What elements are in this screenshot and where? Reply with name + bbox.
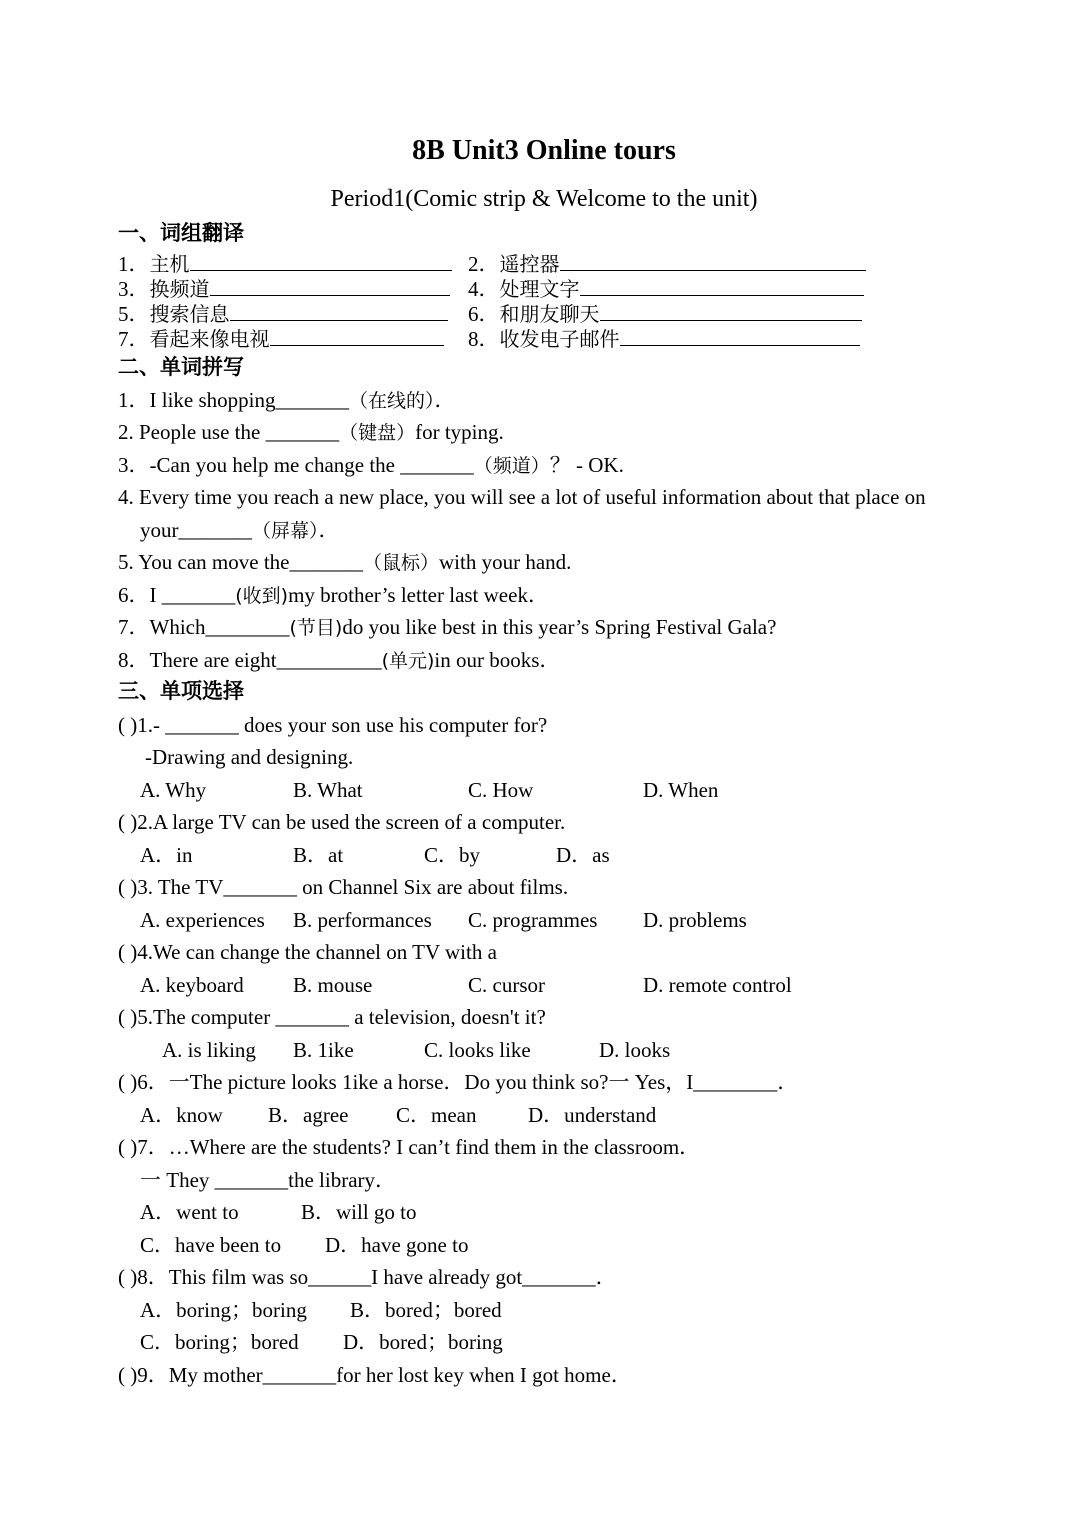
option: A. Why xyxy=(140,778,207,802)
page-subtitle: Period1(Comic strip & Welcome to the unit) xyxy=(330,186,758,212)
spelling-item-continued: your_______（屏幕）． xyxy=(140,518,340,542)
option: A．know xyxy=(140,1103,223,1127)
vocab-item: 1．主机 xyxy=(118,250,452,276)
option: A．in xyxy=(140,843,193,867)
question-stem: ( )7．…Where are the students? I can’t find them in the classroom． xyxy=(118,1135,701,1159)
option: A. keyboard xyxy=(140,973,244,997)
question-stem: ( )5.The computer _______ a television, doesn't it? xyxy=(118,1005,546,1029)
option: A．boring；boring xyxy=(140,1298,307,1322)
spelling-item: 6．I _______(收到)my brother’s letter last week． xyxy=(118,583,549,607)
option: B．agree xyxy=(268,1103,349,1127)
spelling-item: 4. Every time you reach a new place, you will see a lot of useful information about that place on xyxy=(118,485,926,509)
option: C. looks like xyxy=(424,1038,531,1062)
vocab-item: 4．处理文字 xyxy=(468,275,864,301)
question-stem: ( )8．This film was so______I have already got_______． xyxy=(118,1265,617,1289)
question-stem: ( )1.- _______ does your son use his computer for? xyxy=(118,713,548,737)
answer-blank xyxy=(230,300,448,321)
answer-blank xyxy=(560,250,866,271)
spelling-item: 7．Which________(节目)do you like best in this year’s Spring Festival Gala? xyxy=(118,615,777,639)
option: B. performances xyxy=(293,908,432,932)
spelling-item: 2. People use the _______（键盘）for typing. xyxy=(118,420,504,444)
vocab-item: 3．换频道 xyxy=(118,275,450,301)
section-heading-3: 三、单项选择 xyxy=(118,679,244,703)
option: B．at xyxy=(293,843,344,867)
vocab-item: 2．遥控器 xyxy=(468,250,866,276)
answer-blank xyxy=(620,325,860,346)
option: A．went to xyxy=(140,1200,239,1224)
spelling-item: 5. You can move the_______（鼠标）with your hand. xyxy=(118,550,572,574)
option: D. looks xyxy=(599,1038,671,1062)
option: C．have been to xyxy=(140,1233,282,1257)
option: C. programmes xyxy=(468,908,598,932)
section-heading-2: 二、单词拼写 xyxy=(118,355,244,379)
option: C．by xyxy=(424,843,481,867)
option: B. What xyxy=(293,778,363,802)
vocab-item: 8．收发电子邮件 xyxy=(468,325,860,351)
question-answer-line: 一 They _______the library． xyxy=(140,1168,397,1192)
page-title: 8B Unit3 Online tours xyxy=(412,135,676,166)
question-stem: ( )4.We can change the channel on TV with a xyxy=(118,940,497,964)
option: A. is liking xyxy=(162,1038,256,1062)
option: D. problems xyxy=(643,908,747,932)
option: C. How xyxy=(468,778,534,802)
question-stem: ( )2.A large TV can be used the screen of a computer. xyxy=(118,810,566,834)
spelling-item: 1．I like shopping_______（在线的）． xyxy=(118,388,456,412)
answer-blank xyxy=(210,275,450,296)
vocab-item: 7．看起来像电视 xyxy=(118,325,444,351)
question-stem: ( )6．一The picture looks 1ike a horse．Do you think so?一 Yes，I________． xyxy=(118,1070,799,1094)
option: D. remote control xyxy=(643,973,792,997)
option: D．understand xyxy=(528,1103,657,1127)
section-heading-1: 一、词组翻译 xyxy=(118,221,244,245)
option: D．as xyxy=(556,843,610,867)
option: C．boring；bored xyxy=(140,1330,299,1354)
option: B. mouse xyxy=(293,973,373,997)
answer-blank xyxy=(600,300,862,321)
option: B．bored；bored xyxy=(350,1298,502,1322)
spelling-item: 8．There are eight__________(单元)in our books． xyxy=(118,648,561,672)
answer-blank xyxy=(270,325,444,346)
vocab-item: 6．和朋友聊天 xyxy=(468,300,862,326)
option: B. 1ike xyxy=(293,1038,354,1062)
option: D. When xyxy=(643,778,719,802)
option: D．bored；boring xyxy=(343,1330,503,1354)
spelling-item: 3．-Can you help me change the _______（频道）？ - OK. xyxy=(118,453,624,477)
option: C. cursor xyxy=(468,973,545,997)
question-answer-line: -Drawing and designing. xyxy=(145,745,354,769)
question-stem: ( )3. The TV_______ on Channel Six are about films. xyxy=(118,875,569,899)
vocab-item: 5．搜索信息 xyxy=(118,300,448,326)
answer-blank xyxy=(580,275,864,296)
option: A. experiences xyxy=(140,908,265,932)
option: C．mean xyxy=(396,1103,477,1127)
question-stem: ( )9．My mother_______for her lost key when I got home． xyxy=(118,1363,632,1387)
answer-blank xyxy=(190,250,452,271)
option: D．have gone to xyxy=(325,1233,469,1257)
option: B．will go to xyxy=(301,1200,417,1224)
